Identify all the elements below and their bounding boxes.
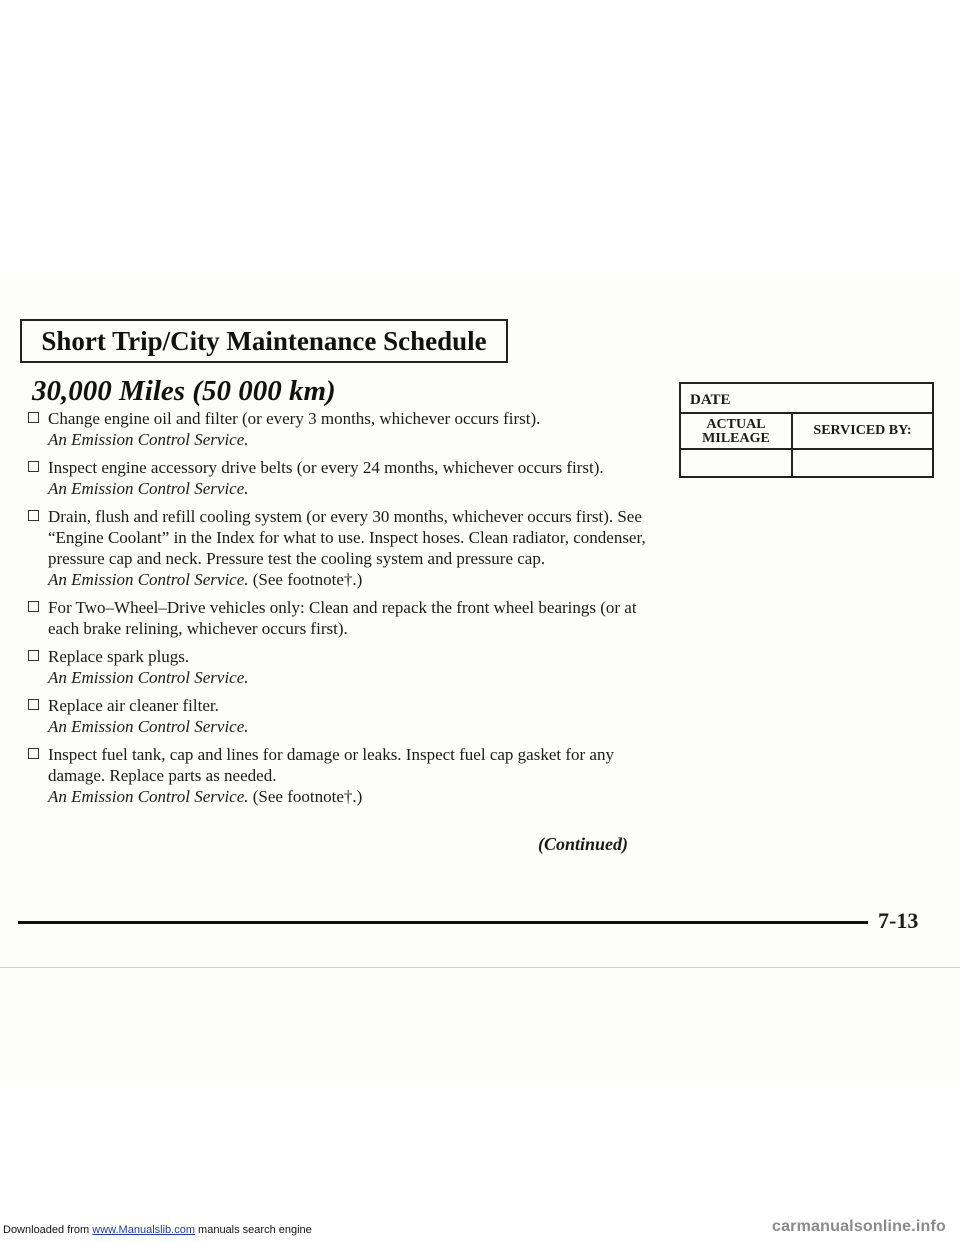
item-text: Drain, flush and refill cooling system (or every 30 months, whichever occurs first). See “Engine Coolant” in the Index for what to use. Inspect hoses. Clean radiator, condenser, pressure cap and neck. Pressure test the cooling system and pressure cap. [48,507,646,568]
date-cell[interactable]: DATE [681,384,932,414]
checkbox-icon[interactable] [28,601,39,612]
footer-rule [18,921,868,924]
item-text: Replace air cleaner filter. [48,696,219,715]
serviced-by-entry-cell[interactable] [793,450,932,476]
emission-service-note: An Emission Control Service. (See footnote†.) [48,787,363,806]
mileage-heading: 30,000 Miles (50 000 km) [32,375,336,407]
mileage-entry-cell[interactable] [681,450,793,476]
checklist-item [28,408,668,450]
checkbox-icon[interactable] [28,699,39,710]
page-number: 7-13 [878,908,919,933]
continued-label: (Continued) [538,834,629,854]
checkbox-icon[interactable] [28,748,39,759]
emission-service-note: An Emission Control Service. [48,717,249,736]
emission-service-note: An Emission Control Service. (See footnote†.) [48,570,363,589]
checklist-item [28,646,668,688]
emission-service-note: An Emission Control Service. [48,479,249,498]
emission-service-note: An Emission Control Service. [48,430,249,449]
download-credit [3,1224,312,1236]
maintenance-checklist [28,408,668,814]
top-margin [0,0,960,278]
item-text: Change engine oil and filter (or every 3 months, whichever occurs first). [48,409,541,428]
site-watermark: carmanualsonline.info [771,1218,946,1235]
manualslib-link[interactable]: www.Manualslib.com [92,1224,195,1236]
checklist-item [28,695,668,737]
checkbox-icon[interactable] [28,650,39,661]
emission-service-note: An Emission Control Service. [48,668,249,687]
checkbox-icon[interactable] [28,461,39,472]
item-text: Replace spark plugs. [48,647,190,666]
checklist-item [28,744,668,807]
scan-divider [0,967,960,968]
checklist-item [28,597,668,639]
schedule-title: Short Trip/City Maintenance Schedule [41,325,487,356]
checklist-item [28,457,668,499]
item-text: Inspect fuel tank, cap and lines for damage or leaks. Inspect fuel cap gasket for any damage. Replace parts as needed. [48,745,614,785]
actual-mileage-header: ACTUAL MILEAGE [681,414,793,450]
service-record-table [679,382,934,478]
checklist-item [28,506,668,590]
checkbox-icon[interactable] [28,412,39,423]
item-text: Inspect engine accessory drive belts (or every 24 months, whichever occurs first). [48,458,604,477]
schedule-title-box [20,319,508,363]
download-prefix: Downloaded from [3,1224,90,1236]
checkbox-icon[interactable] [28,510,39,521]
download-suffix: manuals search engine [194,1224,312,1236]
item-text: For Two–Wheel–Drive vehicles only: Clean and repack the front wheel bearings (or at each brake relining, whichever occurs first). [48,598,637,638]
serviced-by-header: SERVICED BY: [793,414,932,450]
